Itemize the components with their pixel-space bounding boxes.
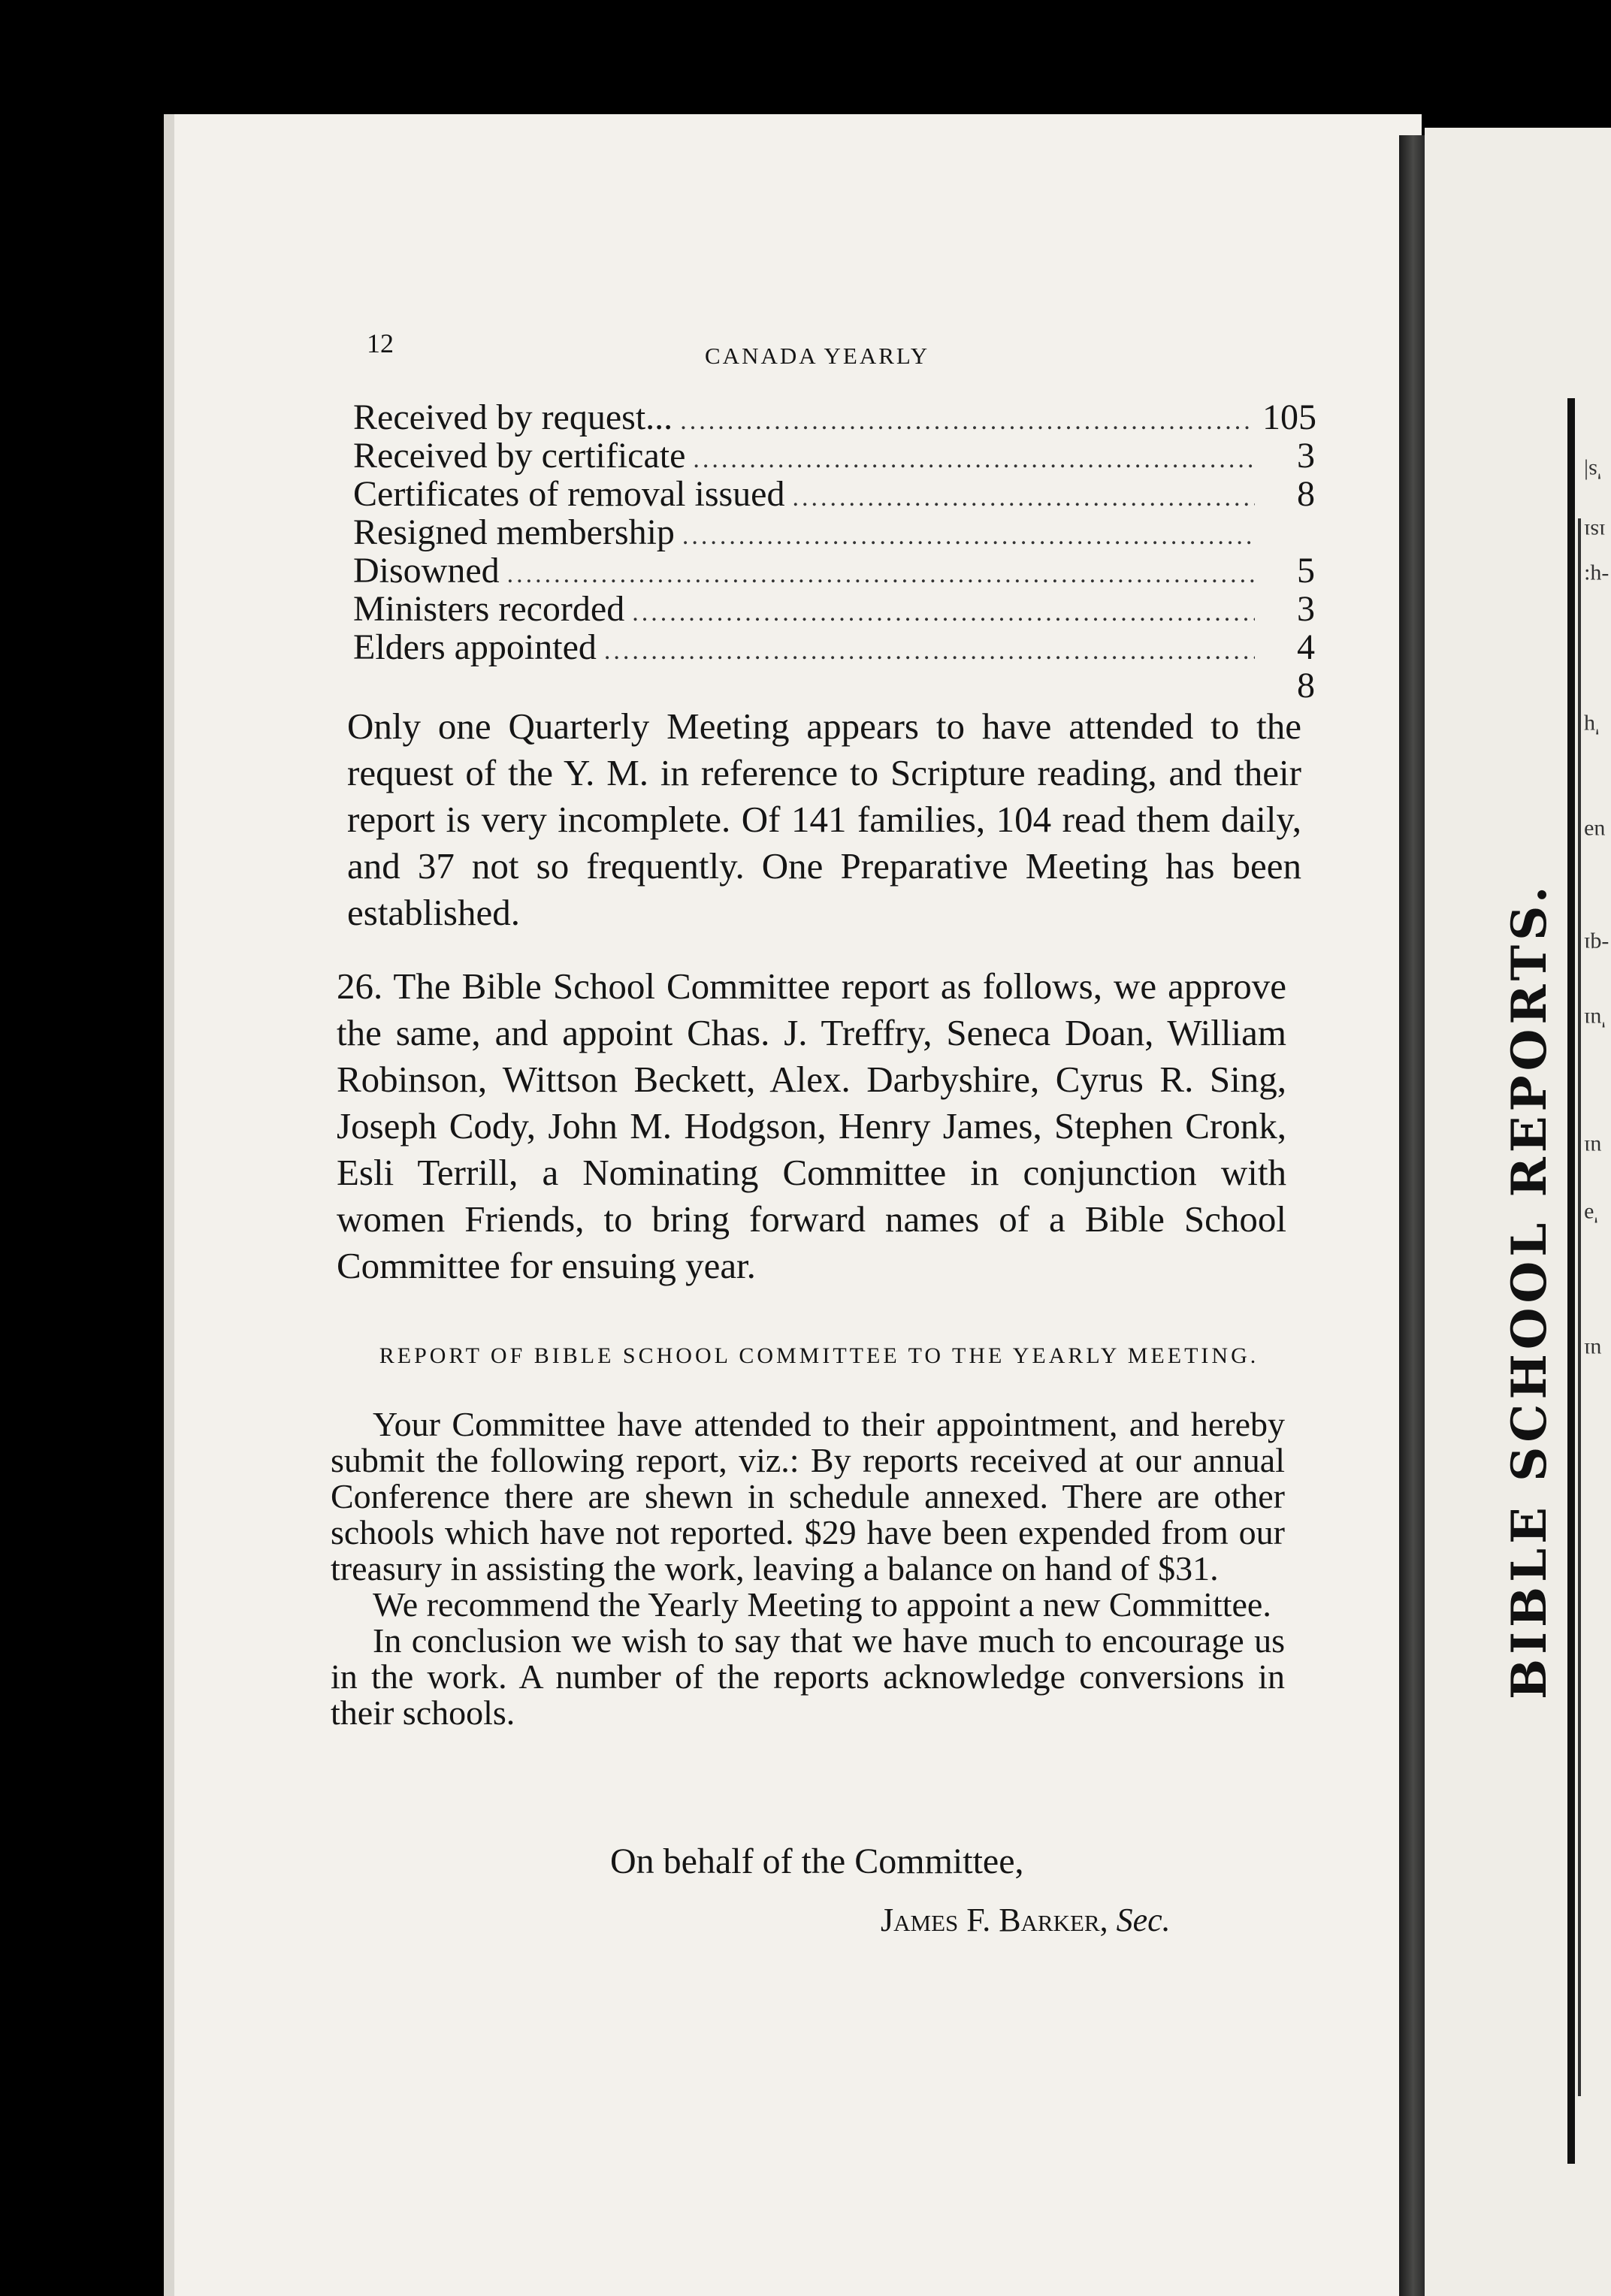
stat-row <box>353 590 1315 628</box>
report-heading: REPORT OF BIBLE SCHOOL COMMITTEE TO THE YEARLY MEETING. <box>379 1343 1259 1368</box>
closing-line: On behalf of the Committee, <box>610 1841 1024 1881</box>
stat-label: Received by request... <box>353 397 673 437</box>
column-fragment: -qı <box>1584 932 1609 957</box>
scripture-reading-paragraph: Only one Quarterly Meeting appears to have attended to the request of the Y. M. in reference to Scripture reading, and their report is very incomplete. Of 141 families, 104 read them daily, and 37 not so frequently. One Preparative Meeting has been established. <box>347 705 1301 933</box>
book-gutter <box>1399 135 1425 2296</box>
column-fragment: 's| <box>1584 459 1602 484</box>
column-fragment: ısı <box>1584 519 1606 544</box>
stat-label: Disowned <box>353 551 500 591</box>
column-fragment: uı <box>1584 1135 1602 1160</box>
column-fragment: 'uı <box>1584 1008 1606 1032</box>
stat-label: Certificates of removal issued <box>353 474 785 514</box>
stat-row <box>353 437 1315 475</box>
stat-value: 3 <box>1297 436 1315 476</box>
membership-statistics <box>353 398 1315 705</box>
stat-row <box>353 628 1315 666</box>
stat-value: 3 <box>1297 589 1315 629</box>
stat-row <box>353 475 1315 513</box>
table-rule <box>1567 398 1575 2164</box>
column-fragment: uə <box>1584 820 1606 844</box>
stat-label: Resigned membership <box>353 512 675 552</box>
stat-value: 105 <box>1262 397 1316 437</box>
stat-value: 8 <box>1297 474 1315 514</box>
column-fragment: -ɥ: <box>1584 564 1609 589</box>
stat-row <box>353 666 1315 705</box>
stat-label: Ministers recorded <box>353 589 625 629</box>
stat-label: Received by certificate <box>353 436 686 476</box>
report-paragraph: Your Committee have attended to their appointment, and hereby submit the following report, viz.: By reports received at our annual Conference there are shewn in schedule annexed. There are other schools which have not reported. $29 have been expended from our treasury in assisting the work, leaving a balance on hand of $31. <box>331 1405 1285 1588</box>
minute-26-paragraph: 26. The Bible School Committee report as follows, we approve the same, and appoint Chas. J. Treffry, Seneca Doan, William Robinson, Wittson Beckett, Alex. Darbyshire, Cyrus R. Sing, Joseph Cody, John M. Hodgson, Henry James, Stephen Cronk, Esli Terrill, a Nominating Committee in conjunction with women Friends, to bring forward names of a Bible School Committee for ensuing year. <box>337 965 1286 1286</box>
stat-value: 4 <box>1297 627 1315 667</box>
column-fragment: 'ɥ <box>1584 714 1600 739</box>
stat-value: 8 <box>1297 666 1315 705</box>
stat-row <box>353 551 1315 590</box>
table-rule-inner <box>1578 518 1581 2096</box>
report-paragraph: In conclusion we wish to say that we have much to encourage us in the work. A number of the reports acknowledge conversions in their schools. <box>331 1621 1285 1732</box>
stat-label: Elders appointed <box>353 627 597 667</box>
stat-row <box>353 398 1315 437</box>
signature <box>881 1901 1171 1939</box>
page-number: 12 <box>367 328 394 358</box>
report-body <box>331 1406 1285 1731</box>
stat-value: 5 <box>1297 551 1315 591</box>
stat-row <box>353 513 1315 551</box>
facing-page-title: BIBLE SCHOOL REPORTS. <box>1501 881 1558 1699</box>
signature-title: Sec. <box>1116 1902 1171 1938</box>
running-head: CANADA YEARLY <box>705 343 930 369</box>
column-fragment: uı <box>1584 1338 1602 1363</box>
signature-name: James F. Barker, <box>881 1902 1108 1938</box>
column-fragment: 'ə <box>1584 1203 1598 1228</box>
report-paragraph: We recommend the Yearly Meeting to appoint a new Committee. <box>373 1585 1271 1624</box>
